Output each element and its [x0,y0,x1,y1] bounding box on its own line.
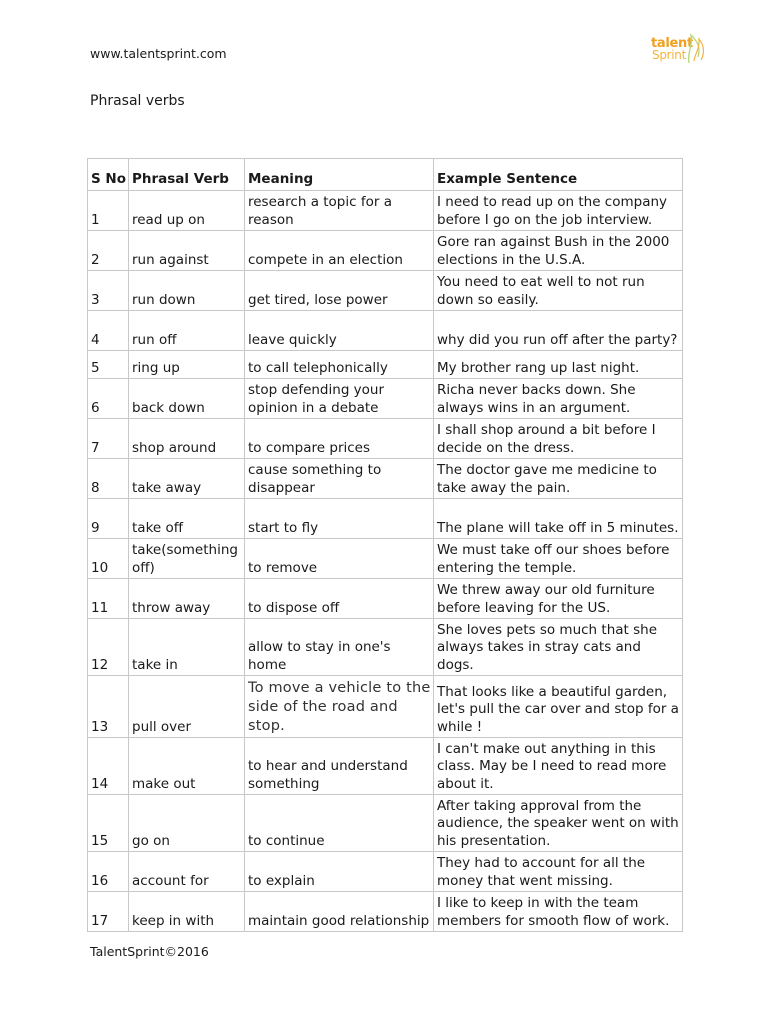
row-number: 11 [88,579,129,619]
table-row [88,892,683,932]
phrasal-verb: make out [129,738,245,795]
phrasal-verb: go on [129,795,245,852]
meaning: cause something to disappear [245,459,434,499]
phrasal-verb: account for [129,852,245,892]
table-row [88,852,683,892]
row-number: 1 [88,191,129,231]
phrasal-verb: run down [129,271,245,311]
table-row [88,499,683,539]
meaning: compete in an election [245,231,434,271]
column-header-meaning: Meaning [245,159,434,191]
meaning: start to fly [245,499,434,539]
example-sentence: We must take off our shoes before entering the temple. [434,539,683,579]
example-sentence: why did you run off after the party? [434,311,683,351]
phrasal-verb: ring up [129,351,245,379]
table-row [88,271,683,311]
row-number: 9 [88,499,129,539]
row-number: 2 [88,231,129,271]
phrasal-verb: back down [129,379,245,419]
talentsprint-logo [651,27,711,67]
logo-text-bottom: Sprint [652,48,687,62]
meaning: stop defending your opinion in a debate [245,379,434,419]
phrasal-verbs-table [87,158,683,932]
table-row [88,419,683,459]
example-sentence: We threw away our old furniture before leaving for the US. [434,579,683,619]
phrasal-verb: pull over [129,676,245,738]
row-number: 14 [88,738,129,795]
phrasal-verb: take(something off) [129,539,245,579]
row-number: 3 [88,271,129,311]
table-header-row [88,159,683,191]
example-sentence: The plane will take off in 5 minutes. [434,499,683,539]
row-number: 13 [88,676,129,738]
table-row [88,676,683,738]
table-row [88,311,683,351]
phrasal-verb: take in [129,619,245,676]
row-number: 17 [88,892,129,932]
row-number: 7 [88,419,129,459]
table-row [88,738,683,795]
meaning: to compare prices [245,419,434,459]
example-sentence: I like to keep in with the team members for smooth flow of work. [434,892,683,932]
logo-flame-icon [685,27,707,65]
row-number: 16 [88,852,129,892]
site-url: www.talentsprint.com [90,46,227,61]
meaning: get tired, lose power [245,271,434,311]
example-sentence: I need to read up on the company before I go on the job interview. [434,191,683,231]
table-row [88,379,683,419]
example-sentence: My brother rang up last night. [434,351,683,379]
page-title: Phrasal verbs [90,93,185,109]
phrasal-verb: throw away [129,579,245,619]
row-number: 5 [88,351,129,379]
example-sentence: Richa never backs down. She always wins in an argument. [434,379,683,419]
table-row [88,539,683,579]
example-sentence: The doctor gave me medicine to take away the pain. [434,459,683,499]
row-number: 15 [88,795,129,852]
table-row [88,579,683,619]
example-sentence: After taking approval from the audience, the speaker went on with his presentation. [434,795,683,852]
example-sentence: Gore ran against Bush in the 2000 elections in the U.S.A. [434,231,683,271]
row-number: 6 [88,379,129,419]
row-number: 10 [88,539,129,579]
meaning: To move a vehicle to the side of the road and stop. [245,676,434,738]
meaning: to remove [245,539,434,579]
phrasal-verb: take away [129,459,245,499]
column-header-example: Example Sentence [434,159,683,191]
table-row [88,619,683,676]
phrasal-verb: read up on [129,191,245,231]
example-sentence: They had to account for all the money that went missing. [434,852,683,892]
example-sentence: You need to eat well to not run down so easily. [434,271,683,311]
row-number: 12 [88,619,129,676]
meaning: leave quickly [245,311,434,351]
example-sentence: I can't make out anything in this class. May be I need to read more about it. [434,738,683,795]
meaning: to explain [245,852,434,892]
row-number: 4 [88,311,129,351]
table-row [88,795,683,852]
example-sentence: She loves pets so much that she always takes in stray cats and dogs. [434,619,683,676]
meaning: research a topic for a reason [245,191,434,231]
row-number: 8 [88,459,129,499]
example-sentence: I shall shop around a bit before I decide on the dress. [434,419,683,459]
footer-copyright: TalentSprint©2016 [90,944,209,959]
meaning: to hear and understand something [245,738,434,795]
meaning: allow to stay in one's home [245,619,434,676]
table-row [88,191,683,231]
meaning: maintain good relationship [245,892,434,932]
table-row [88,231,683,271]
meaning: to call telephonically [245,351,434,379]
column-header-phrasal-verb: Phrasal Verb [129,159,245,191]
phrasal-verb: take off [129,499,245,539]
logo-text-top: talent [651,36,693,51]
phrasal-verb: shop around [129,419,245,459]
phrasal-verb: run against [129,231,245,271]
column-header-sno: S No [88,159,129,191]
phrasal-verb: run off [129,311,245,351]
meaning: to dispose off [245,579,434,619]
table-row [88,459,683,499]
table-row [88,351,683,379]
meaning: to continue [245,795,434,852]
example-sentence: That looks like a beautiful garden, let's pull the car over and stop for a while ! [434,676,683,738]
phrasal-verb: keep in with [129,892,245,932]
